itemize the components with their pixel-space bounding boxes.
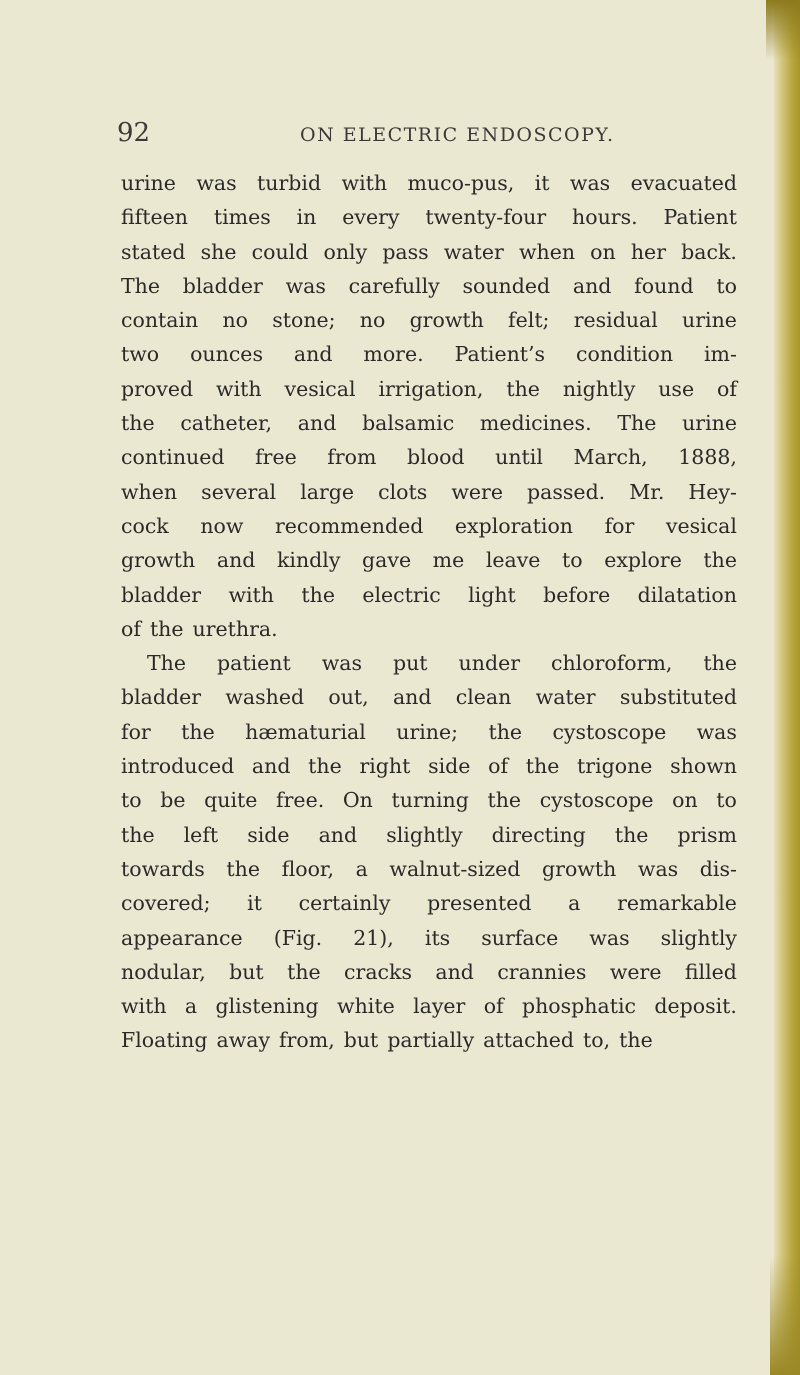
page-edge-top-shadow — [766, 0, 800, 60]
text-line: covered; it certainly presented a remarkable — [121, 891, 737, 916]
text-line: nodular, but the cracks and crannies were filled — [121, 959, 737, 984]
text-line: contain no stone; no growth felt; residual urine — [121, 308, 737, 333]
text-line: appearance (Fig. 21), its surface was slightly — [121, 925, 737, 950]
text-line: the left side and slightly directing the prism — [121, 822, 737, 847]
text-line: bladder with the electric light before dilatation — [121, 582, 737, 607]
text-line: with a glistening white layer of phosphatic deposit. — [121, 994, 737, 1019]
text-line: proved with vesical irrigation, the nightly use of — [121, 376, 737, 401]
text-line: introduced and the right side of the trigone shown — [121, 754, 737, 779]
text-line: the catheter, and balsamic medicines. The urine — [121, 411, 737, 436]
text-line: cock now recommended exploration for vesical — [121, 513, 737, 538]
running-head: ON ELECTRIC ENDOSCOPY. — [300, 124, 615, 146]
page-header — [117, 118, 757, 158]
page-number: 92 — [117, 118, 151, 148]
text-line: The patient was put under chloroform, the — [147, 651, 737, 676]
text-line: towards the floor, a walnut-sized growth was dis- — [121, 856, 737, 881]
text-line: for the hæmaturial urine; the cystoscope was — [121, 719, 737, 744]
text-line: growth and kindly gave me leave to explore the — [121, 548, 737, 573]
text-line: bladder washed out, and clean water substituted — [121, 685, 737, 710]
text-line: continued free from blood until March, 1888, — [121, 445, 737, 470]
text-line: fifteen times in every twenty-four hours. Patient — [121, 205, 737, 230]
text-line: when several large clots were passed. Mr. Hey- — [121, 479, 737, 504]
text-line: urine was turbid with muco-pus, it was evacuated — [121, 171, 737, 195]
page-edge-shadow — [774, 0, 800, 1375]
text-line: to be quite free. On turning the cystoscope on to — [121, 788, 737, 813]
body-text — [121, 166, 737, 1058]
text-line: of the urethra. — [121, 616, 278, 641]
text-line: stated she could only pass water when on her back. — [121, 239, 737, 264]
text-line: The bladder was carefully sounded and found to — [121, 273, 737, 298]
page-edge-bottom-shadow — [770, 1255, 800, 1375]
text-line: two ounces and more. Patient’s condition im- — [121, 342, 737, 367]
text-line: Floating away from, but partially attached to, the — [121, 1028, 653, 1053]
